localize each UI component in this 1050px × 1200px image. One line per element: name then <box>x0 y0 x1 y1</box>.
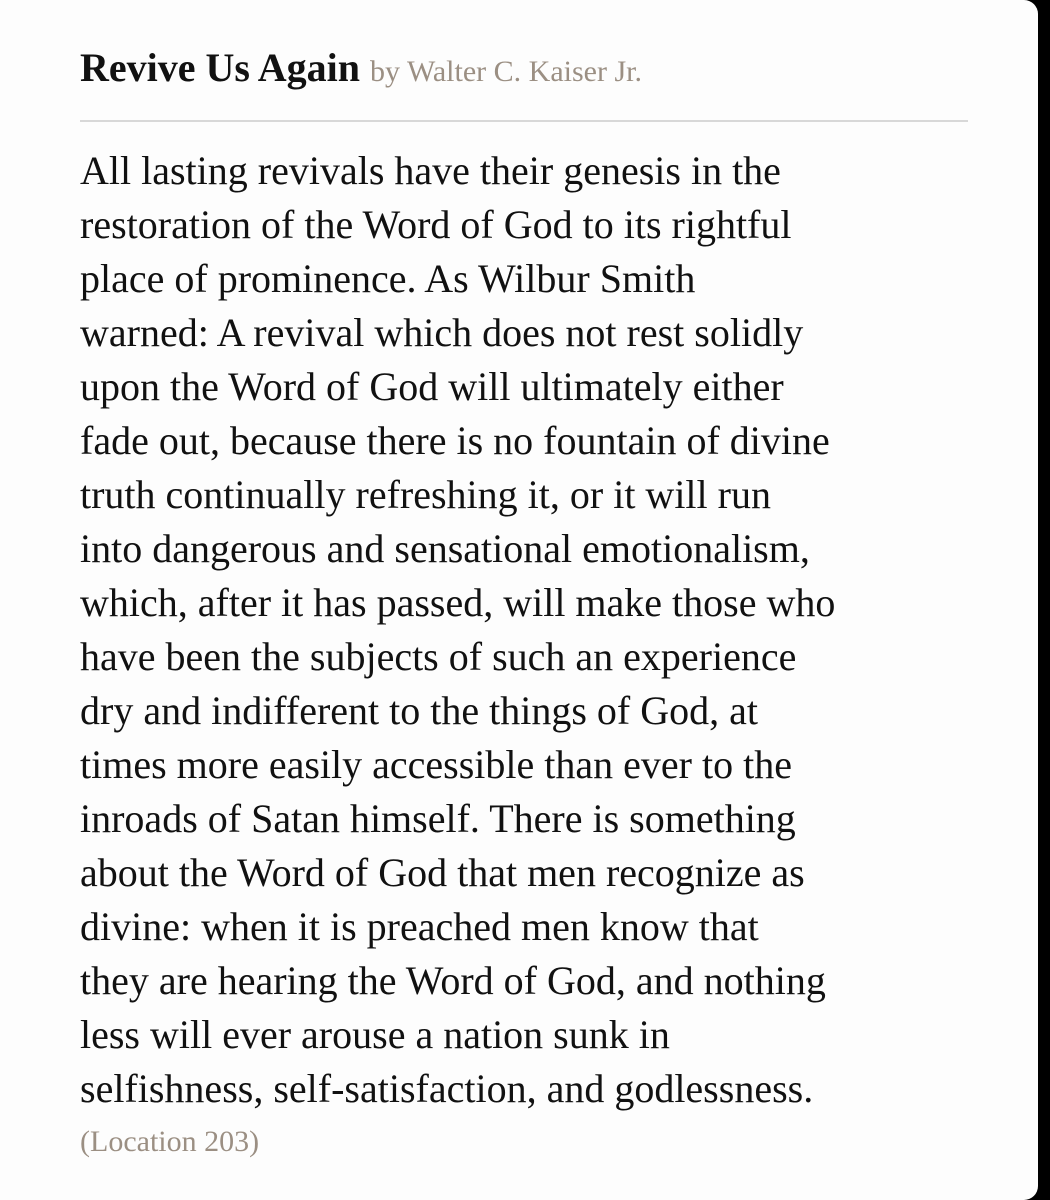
quote-line: fade out, because there is no fountain of divine <box>80 418 830 463</box>
quote-line: about the Word of God that men recognize as <box>80 850 805 895</box>
quote-line: warned: A revival which does not rest solidly <box>80 310 804 355</box>
quote-line: truth continually refreshing it, or it will run <box>80 472 771 517</box>
quote-line: divine: when it is preached men know that <box>80 904 759 949</box>
quote-line: times more easily accessible than ever to the <box>80 742 792 787</box>
quote-line: place of prominence. As Wilbur Smith <box>80 256 696 301</box>
quote-line: dry and indifferent to the things of God, at <box>80 688 759 733</box>
quote-line: restoration of the Word of God to its rightful <box>80 202 792 247</box>
highlight-text <box>80 144 980 1116</box>
book-header <box>80 38 642 107</box>
quote-line: less will ever arouse a nation sunk in <box>80 1012 670 1057</box>
quote-line: which, after it has passed, will make those who <box>80 580 836 625</box>
book-author: by Walter C. Kaiser Jr. <box>370 55 642 88</box>
quote-line: selfishness, self-satisfaction, and godlessness. <box>80 1066 814 1111</box>
quote-line: All lasting revivals have their genesis in the <box>80 148 781 193</box>
quote-line: inroads of Satan himself. There is something <box>80 796 796 841</box>
location-label: (Location 203) <box>80 1125 260 1158</box>
quote-line: have been the subjects of such an experience <box>80 634 797 679</box>
quote-line: into dangerous and sensational emotionalism, <box>80 526 810 571</box>
quote-line: upon the Word of God will ultimately either <box>80 364 784 409</box>
header-divider <box>80 120 968 122</box>
quote-line: they are hearing the Word of God, and nothing <box>80 958 826 1003</box>
book-title: Revive Us Again <box>80 45 360 90</box>
